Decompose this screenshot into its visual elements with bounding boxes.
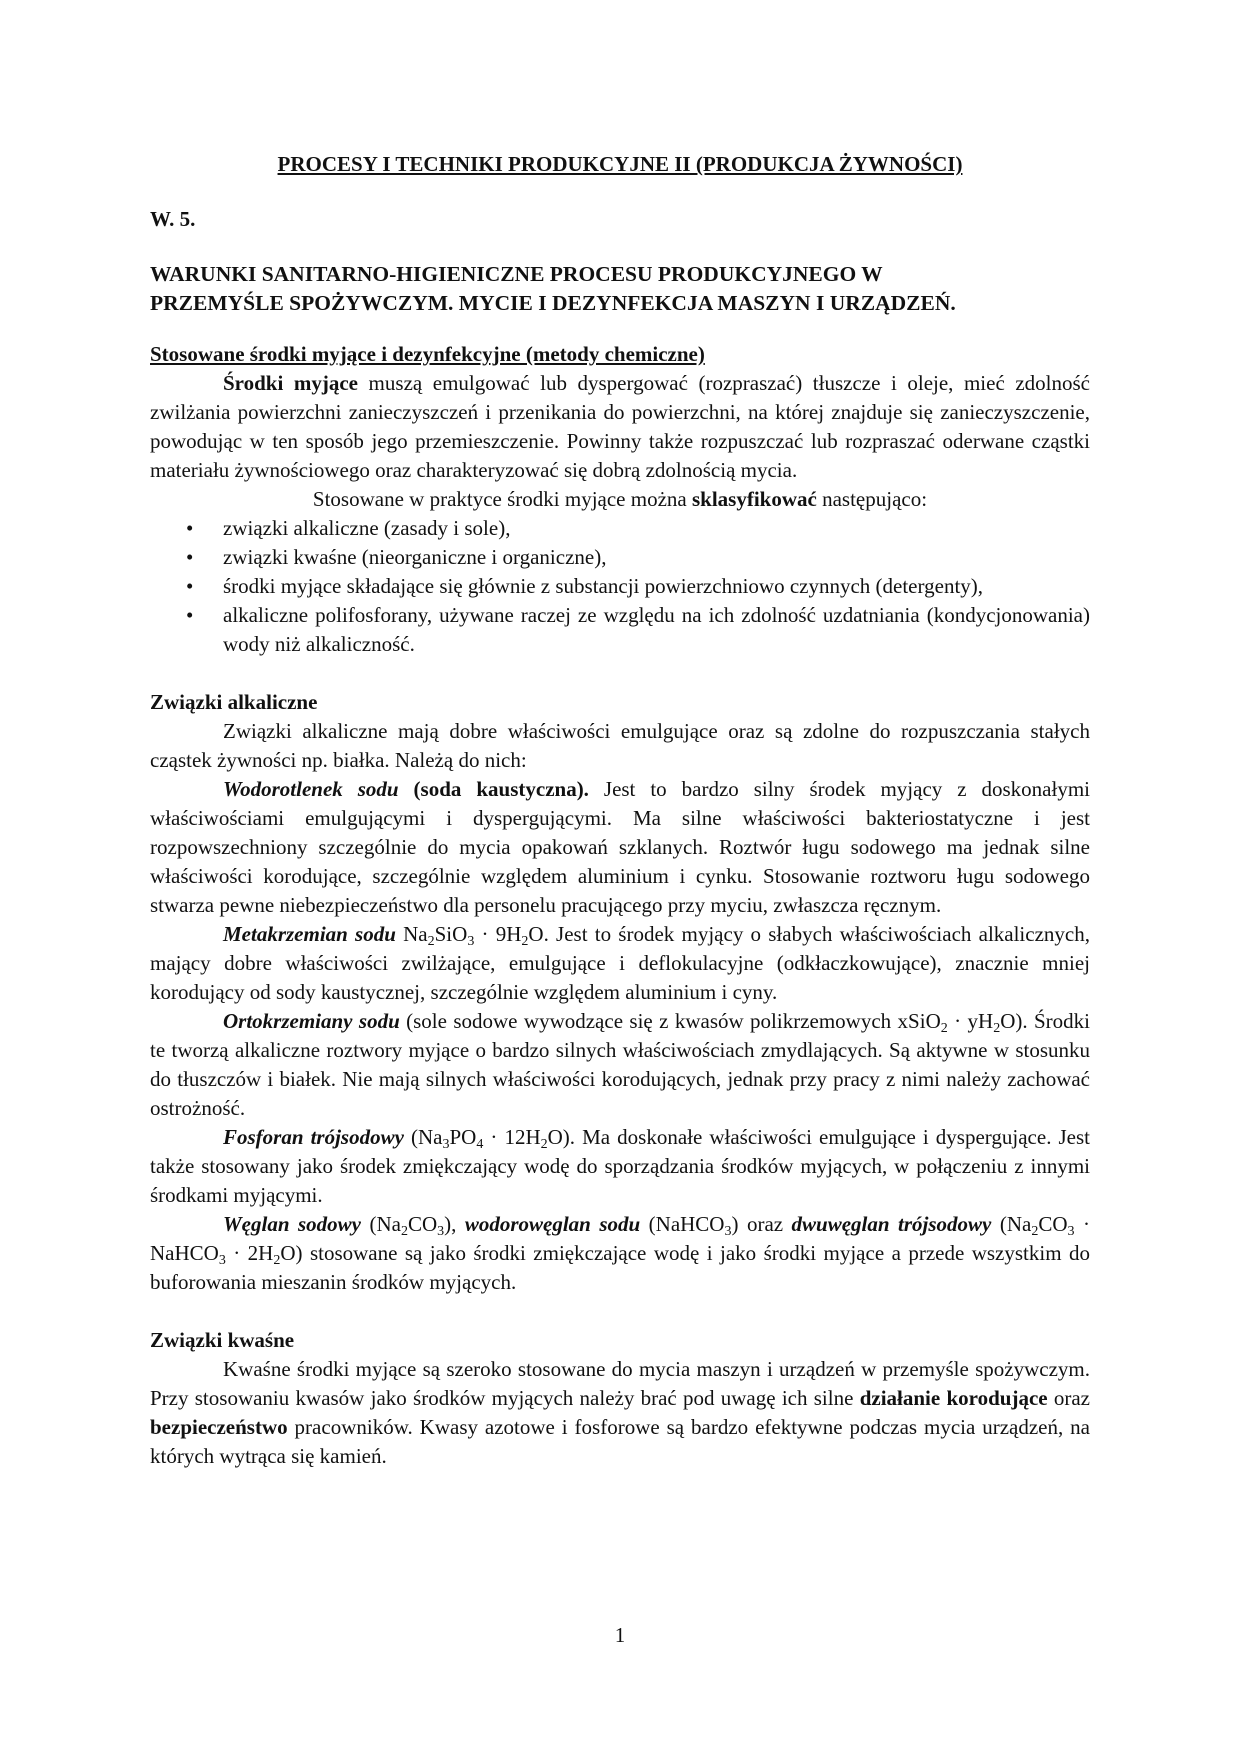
section-heading-alkaline: Związki alkaliczne xyxy=(150,690,318,714)
lecture-subject-line1: WARUNKI SANITARNO-HIGIENICZNE PROCESU PRODUKCYJNEGO W xyxy=(150,262,883,286)
list-item: • związki kwaśne (nieorganiczne i organiczne), xyxy=(223,543,1090,572)
list-item: • środki myjące składające się głównie z substancji powierzchniowo czynnych (detergenty), xyxy=(223,572,1090,601)
paragraph-trisodium-phosphate: Fosforan trójsodowy $(Na_3PO_4 \cdot 12H_2O)$. Ma doskonałe właściwości emulgujące i dyspergujące. Jest także stosowany jako środek zmiękczający wodę do sporządzania środków myjących, w połączeniu z innymi środkami myjącymi. xyxy=(150,1125,1090,1207)
classification-list xyxy=(150,514,1090,659)
document-title: PROCESY I TECHNIKI PRODUKCYJNE II (PRODUKCJA ŻYWNOŚCI) xyxy=(277,152,963,176)
paragraph-carbonates: Węglan sodowy $(Na_2CO_3)$, wodorowęglan sodu (NaHCO$_3$) oraz dwuwęglan trójsodowy ($Na_2CO_3$ · NaHCO$_3$ · $2H_2O$) stosowane są jako środki zmiękczające wodę i jako środki myjące a przede wszystkim do buforowania mieszanin środków myjących. xyxy=(150,1212,1090,1294)
paragraph-alkaline-intro: Związki alkaliczne mają dobre właściwości emulgujące oraz są zdolne do rozpuszczania stałych cząstek żywności np. białka. Należą do nich: xyxy=(150,719,1090,772)
list-item: • związki alkaliczne (zasady i sole), xyxy=(223,514,1090,543)
lecture-subject-line2: PRZEMYŚLE SPOŻYWCZYM. MYCIE I DEZYNFEKCJA MASZYN I URZĄDZEŃ. xyxy=(150,291,956,315)
paragraph-sodium-metasilicate: Metakrzemian sodu $Na_2SiO_3 \cdot 9H_2O$. Jest to środek myjący o słabych właściwościach alkalicznych, mający dobre właściwości zwilżające, emulgujące i deflokulacyjne (odkłaczkowujące), znacznie mniej korodujący od sody kaustycznej, szczególnie względem aluminium i cyny. xyxy=(150,922,1090,1004)
paragraph-classification: Stosowane w praktyce środki myjące można sklasyfikować następująco: xyxy=(312,487,928,511)
list-item: • alkaliczne polifosforany, używane raczej ze względu na ich zdolność uzdatniania (kondycjonowania) wody niż alkaliczność. xyxy=(186,603,1090,656)
lecture-number: W. 5. xyxy=(150,207,196,231)
paragraph-cleaning-agents-definition: Środki myjące muszą emulgować lub dyspergować (rozpraszać) tłuszcze i oleje, mieć zdolność zwilżania powierzchni zanieczyszczeń i przenikania do powierzchni, na której znajduje się zanieczyszczenie, powodując w ten sposób jego przemieszczenie. Powinny także rozpuszczać lub rozpraszać oderwane cząstki materiału żywnościowego oraz charakteryzować się dobrą zdolnością mycia. xyxy=(150,371,1090,482)
paragraph-sodium-hydroxide: Wodorotlenek sodu (soda kaustyczna). Jest to bardzo silny środek myjący z doskonałymi właściwościami emulgującymi i dyspergującymi. Ma silne właściwości bakteriostatyczne i jest rozpowszechniony szczególnie do mycia opakowań szklanych. Roztwór ługu sodowego ma jednak silne właściwości korodujące, szczególnie względem aluminium i cynku. Stosowanie roztworu ługu sodowego stwarza pewne niebezpieczeństwo dla personelu pracującego przy myciu, zwłaszcza ręcznym. xyxy=(150,777,1090,917)
section-heading-acidic: Związki kwaśne xyxy=(150,1328,295,1352)
term-srodki-myjace: Środki myjące xyxy=(223,371,358,395)
bullet-icon: • xyxy=(186,574,194,598)
paragraph-sodium-orthosilicates: Ortokrzemiany sodu (sole sodowe wywodzące się z kwasów polikrzemowych xSiO$_2$ · $yH_2O$). Środki te tworzą alkaliczne roztwory myjące o bardzo silnych właściwościach zmydlających. Są aktywne w stosunku do tłuszczów i białek. Nie mają silnych właściwości korodujących, jednak przy pracy z nimi należy zachować ostrożność. xyxy=(150,1009,1090,1120)
bullet-icon: • xyxy=(186,603,194,627)
document-page xyxy=(150,150,1090,1471)
paragraph-acidic: Kwaśne środki myjące są szeroko stosowane do mycia maszyn i urządzeń w przemyśle spożywczym. Przy stosowaniu kwasów jako środków myjących należy brać pod uwagę ich silne działanie korodujące oraz bezpieczeństwo pracowników. Kwasy azotowe i fosforowe są bardzo efektywne podczas mycia urządzeń, na których wytrąca się kamień. xyxy=(150,1357,1090,1468)
section-heading-cleaning-agents: Stosowane środki myjące i dezynfekcyjne (metody chemiczne) xyxy=(150,342,705,366)
page-number: 1 xyxy=(614,1623,626,1647)
lecture-subject xyxy=(150,260,1090,318)
bullet-icon: • xyxy=(186,516,194,540)
bullet-icon: • xyxy=(186,545,194,569)
